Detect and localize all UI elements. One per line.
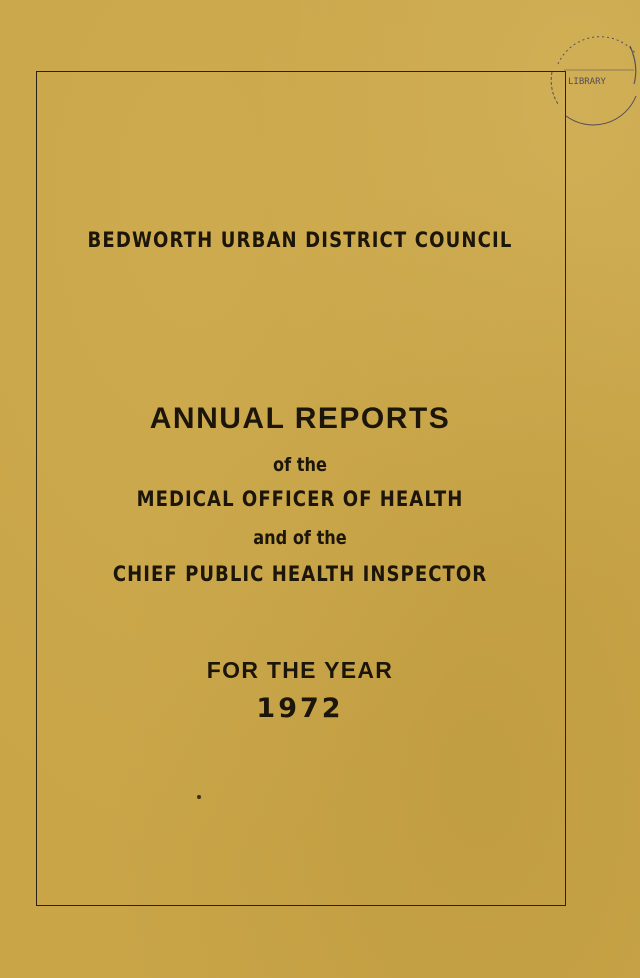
library-stamp-icon [538,26,640,126]
council-name: BEDWORTH URBAN DISTRICT COUNCIL [87,228,513,252]
paper-speck [197,795,201,799]
report-year: 1972 [256,693,344,724]
report-title: ANNUAL REPORTS [149,402,451,435]
year-label: FOR THE YEAR [206,657,394,683]
subtitle-and-of-the: and of the [253,527,347,549]
subtitle-of-the: of the [273,454,327,476]
subtitle-chief-inspector: CHIEF PUBLIC HEALTH INSPECTOR [112,562,488,586]
subtitle-medical-officer: MEDICAL OFFICER OF HEALTH [136,487,464,511]
stamp-label: LIBRARY [568,77,606,87]
